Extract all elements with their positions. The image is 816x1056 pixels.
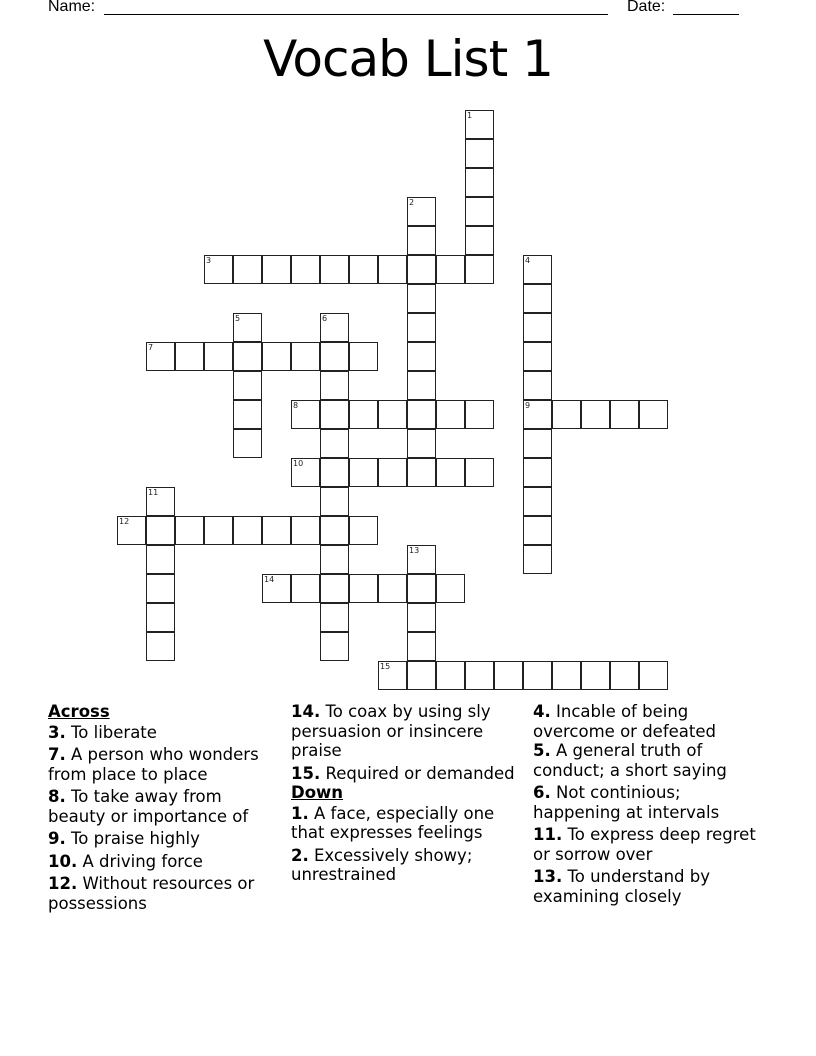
clue-number: 9.	[48, 829, 66, 848]
crossword-cell[interactable]	[320, 487, 349, 516]
clue-down-5	[533, 741, 773, 780]
crossword-cell[interactable]	[146, 487, 175, 516]
crossword-cell[interactable]	[465, 458, 494, 487]
crossword-cell[interactable]	[320, 516, 349, 545]
crossword-cell[interactable]	[291, 458, 320, 487]
crossword-cell[interactable]	[349, 255, 378, 284]
crossword-cell[interactable]	[320, 371, 349, 400]
crossword-cell[interactable]	[465, 110, 494, 139]
cell-number: 11	[148, 488, 159, 497]
crossword-cell[interactable]	[262, 574, 291, 603]
crossword-cell[interactable]	[291, 516, 320, 545]
clue-number: 8.	[48, 787, 66, 806]
crossword-cell[interactable]	[146, 574, 175, 603]
clues-column-1	[48, 702, 283, 916]
crossword-cell[interactable]	[639, 400, 668, 429]
crossword-cell[interactable]	[407, 400, 436, 429]
name-label: Name:	[48, 0, 96, 15]
crossword-cell[interactable]	[407, 458, 436, 487]
clue-text: Required or demanded	[325, 763, 515, 783]
clue-number: 13.	[533, 867, 563, 886]
crossword-cell[interactable]	[349, 574, 378, 603]
crossword-cell[interactable]	[523, 545, 552, 574]
crossword-cell[interactable]	[320, 458, 349, 487]
clue-number: 2.	[291, 845, 309, 865]
crossword-cell[interactable]	[436, 255, 465, 284]
crossword-cell[interactable]	[581, 400, 610, 429]
cell-number: 7	[148, 343, 154, 352]
cell-number: 14	[264, 575, 275, 584]
crossword-cell[interactable]	[407, 429, 436, 458]
cell-number: 5	[235, 314, 241, 323]
crossword-cell[interactable]	[117, 516, 146, 545]
crossword-cell[interactable]	[320, 429, 349, 458]
cell-number: 2	[409, 198, 415, 207]
cell-number: 3	[206, 256, 212, 265]
clue-number: 1.	[291, 803, 309, 823]
clue-number: 12.	[48, 874, 78, 893]
crossword-cell[interactable]	[233, 255, 262, 284]
clue-text: A general truth of conduct; a short saying	[533, 741, 727, 780]
clue-number: 5.	[533, 741, 551, 760]
crossword-cell[interactable]	[204, 255, 233, 284]
crossword-cell[interactable]	[436, 661, 465, 690]
clue-down-6	[533, 783, 773, 822]
crossword-cell[interactable]	[436, 458, 465, 487]
clue-down-13	[533, 867, 773, 906]
crossword-cell[interactable]	[465, 400, 494, 429]
clue-down-11	[533, 825, 773, 864]
crossword-cell[interactable]	[494, 661, 523, 690]
clue-across-9	[48, 829, 283, 849]
crossword-cell[interactable]	[378, 458, 407, 487]
crossword-cell[interactable]	[378, 400, 407, 429]
crossword-cell[interactable]	[465, 661, 494, 690]
clue-text: A face, especially one that expresses feelings	[291, 803, 495, 842]
crossword-cell[interactable]	[233, 429, 262, 458]
crossword-cell[interactable]	[378, 661, 407, 690]
date-label: Date:	[627, 0, 666, 15]
clue-text: A driving force	[82, 851, 203, 871]
crossword-cell[interactable]	[320, 255, 349, 284]
clue-number: 6.	[533, 783, 551, 802]
crossword-cell[interactable]	[552, 661, 581, 690]
crossword-cell[interactable]	[407, 226, 436, 255]
crossword-cell[interactable]	[523, 458, 552, 487]
crossword-cell[interactable]	[407, 284, 436, 313]
cell-number: 15	[380, 662, 391, 671]
cell-number: 13	[409, 546, 420, 555]
clue-across-15	[291, 764, 526, 784]
clue-across-8	[48, 787, 283, 826]
cell-number: 6	[322, 314, 328, 323]
crossword-cell[interactable]	[233, 313, 262, 342]
crossword-cell[interactable]	[552, 400, 581, 429]
clue-number: 11.	[533, 825, 563, 844]
crossword-cell[interactable]	[465, 255, 494, 284]
crossword-cell[interactable]	[407, 255, 436, 284]
clue-text: Incable of being overcome or defeated	[533, 702, 716, 741]
crossword-cell[interactable]	[407, 371, 436, 400]
clue-number: 4.	[533, 702, 551, 721]
crossword-cell[interactable]	[291, 342, 320, 371]
crossword-cell[interactable]	[407, 574, 436, 603]
crossword-cell[interactable]	[291, 574, 320, 603]
clue-text: Not continious; happening at intervals	[533, 783, 720, 822]
crossword-cell[interactable]	[320, 400, 349, 429]
clue-number: 10.	[48, 851, 78, 871]
crossword-cell[interactable]	[523, 429, 552, 458]
page-title: Vocab List 1	[263, 30, 553, 88]
cell-number: 9	[525, 401, 531, 410]
crossword-cell[interactable]	[291, 400, 320, 429]
crossword-cell[interactable]	[407, 197, 436, 226]
crossword-cell[interactable]	[175, 516, 204, 545]
crossword-cell[interactable]	[262, 342, 291, 371]
crossword-cell[interactable]	[581, 661, 610, 690]
crossword-cell[interactable]	[407, 342, 436, 371]
crossword-cell[interactable]	[523, 342, 552, 371]
clue-down-2	[291, 846, 526, 885]
crossword-cell[interactable]	[407, 313, 436, 342]
clue-number: 3.	[48, 722, 66, 742]
clue-text: To take away from beauty or importance of	[48, 787, 249, 826]
clue-text: To liberate	[71, 722, 157, 742]
crossword-cell[interactable]	[407, 632, 436, 661]
crossword-cell[interactable]	[436, 574, 465, 603]
crossword-cell[interactable]	[407, 661, 436, 690]
crossword-cell[interactable]	[175, 342, 204, 371]
crossword-cell[interactable]	[233, 400, 262, 429]
clue-text: Excessively showy; unrestrained	[291, 845, 473, 884]
crossword-cell[interactable]	[523, 487, 552, 516]
crossword-cell[interactable]	[523, 313, 552, 342]
crossword-cell[interactable]	[262, 516, 291, 545]
clue-across-3	[48, 723, 283, 743]
crossword-cell[interactable]	[523, 400, 552, 429]
crossword-cell[interactable]	[320, 545, 349, 574]
clue-across-7	[48, 745, 283, 784]
crossword-cell[interactable]	[320, 632, 349, 661]
crossword-cell[interactable]	[146, 632, 175, 661]
clue-text: A person who wonders from place to place	[48, 745, 259, 784]
crossword-cell[interactable]	[146, 545, 175, 574]
crossword-cell[interactable]	[320, 603, 349, 632]
clue-down-1	[291, 804, 526, 843]
crossword-cell[interactable]	[465, 168, 494, 197]
clue-across-12	[48, 874, 283, 913]
clue-number: 7.	[48, 745, 66, 764]
crossword-cell[interactable]	[465, 197, 494, 226]
crossword-grid	[117, 110, 717, 700]
crossword-cell[interactable]	[320, 342, 349, 371]
crossword-cell[interactable]	[407, 603, 436, 632]
crossword-cell[interactable]	[349, 516, 378, 545]
clue-text: To coax by using sly persuasion or insincere praise	[291, 702, 491, 760]
crossword-cell[interactable]	[523, 284, 552, 313]
crossword-cell[interactable]	[146, 342, 175, 371]
clues-column-3	[533, 702, 773, 909]
crossword-cell[interactable]	[523, 516, 552, 545]
crossword-cell[interactable]	[378, 574, 407, 603]
crossword-cell[interactable]	[233, 342, 262, 371]
name-blank-line[interactable]	[104, 14, 608, 15]
down-heading: Down	[291, 783, 344, 802]
crossword-cell[interactable]	[291, 255, 320, 284]
crossword-cell[interactable]	[610, 400, 639, 429]
crossword-cell[interactable]	[349, 400, 378, 429]
clue-across-14	[291, 702, 526, 761]
crossword-cell[interactable]	[465, 139, 494, 168]
cell-number: 12	[119, 517, 130, 526]
clue-text: To praise highly	[71, 829, 200, 848]
crossword-cell[interactable]	[146, 516, 175, 545]
cell-number: 1	[467, 111, 473, 120]
clue-text: To express deep regret or sorrow over	[533, 825, 756, 864]
crossword-cell[interactable]	[378, 255, 407, 284]
crossword-cell[interactable]	[262, 255, 291, 284]
clues-column-2	[291, 702, 526, 888]
crossword-cell[interactable]	[349, 342, 378, 371]
clue-across-10	[48, 852, 283, 872]
crossword-cell[interactable]	[436, 400, 465, 429]
crossword-cell[interactable]	[523, 255, 552, 284]
crossword-cell[interactable]	[320, 574, 349, 603]
date-blank-line[interactable]	[673, 14, 739, 15]
crossword-cell[interactable]	[407, 545, 436, 574]
clue-text: Without resources or possessions	[48, 874, 255, 913]
crossword-cell[interactable]	[204, 516, 233, 545]
crossword-cell[interactable]	[320, 313, 349, 342]
crossword-cell[interactable]	[523, 661, 552, 690]
clue-down-4	[533, 702, 773, 741]
crossword-cell[interactable]	[349, 458, 378, 487]
across-heading: Across	[48, 702, 110, 721]
crossword-cell[interactable]	[465, 226, 494, 255]
crossword-cell[interactable]	[233, 516, 262, 545]
crossword-cell[interactable]	[523, 371, 552, 400]
clue-number: 14.	[291, 702, 321, 721]
crossword-cell[interactable]	[233, 371, 262, 400]
clue-number: 15.	[291, 763, 321, 783]
cell-number: 8	[293, 401, 299, 410]
crossword-cell[interactable]	[610, 661, 639, 690]
cell-number: 4	[525, 256, 531, 265]
cell-number: 10	[293, 459, 304, 468]
crossword-cell[interactable]	[204, 342, 233, 371]
crossword-cell[interactable]	[146, 603, 175, 632]
clue-text: To understand by examining closely	[533, 867, 711, 906]
crossword-cell[interactable]	[639, 661, 668, 690]
